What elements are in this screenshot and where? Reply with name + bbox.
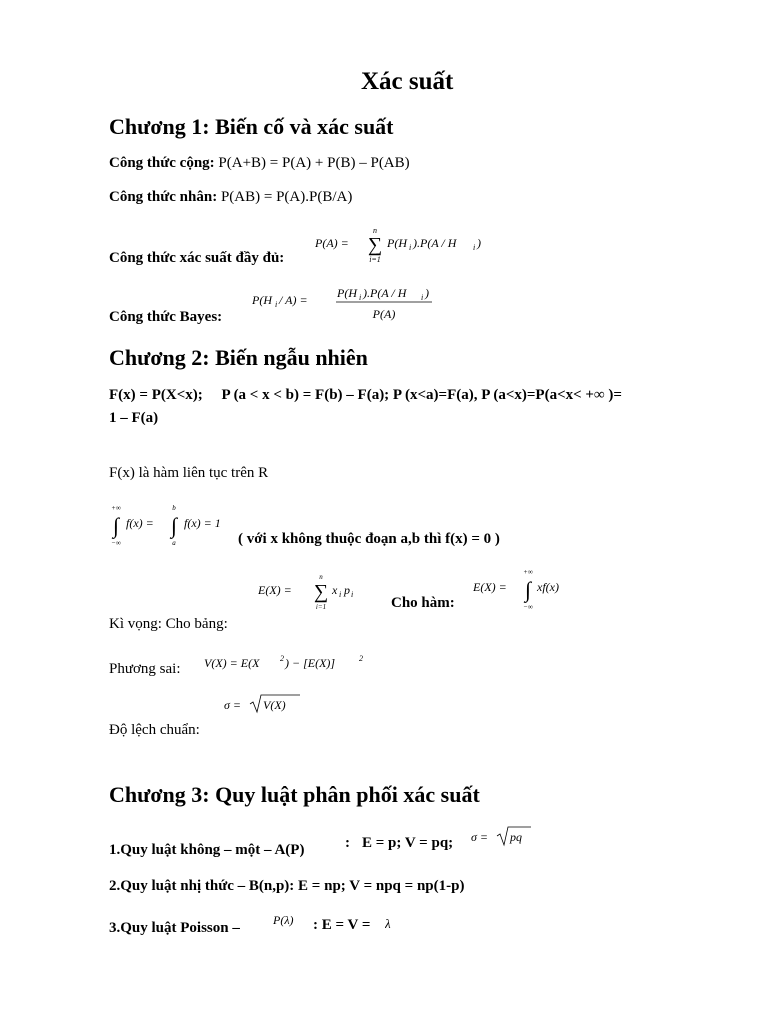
ex-discrete-term: x xyxy=(332,583,338,597)
integral-sign-2: ∫ xyxy=(170,513,178,538)
int-top-1: +∞ xyxy=(111,504,121,512)
ex-discrete-lhs: E(X) = xyxy=(258,583,292,597)
sum-bottom: i=1 xyxy=(369,255,381,264)
addition-rule-formula: P(A+B) = P(A) + P(B) – P(AB) xyxy=(218,155,410,171)
svg-text:i=1: i=1 xyxy=(315,603,327,611)
cdf-line-1: F(x) = P(X<x); P (a < x < b) = F(b) – F(a); P (x<a)=F(a), P (a<x)=P(a<x< +∞ )= xyxy=(109,387,622,403)
bayes-label: Công thức Bayes: xyxy=(109,309,223,325)
variance-formula xyxy=(204,650,374,676)
chapter-1-heading: Chương 1: Biến cố và xác suất xyxy=(109,114,394,139)
svg-text:2: 2 xyxy=(359,654,363,663)
integral-sign-3: ∫ xyxy=(524,577,532,602)
poisson-lambda xyxy=(385,913,401,935)
bernoulli-line xyxy=(109,842,304,859)
expectation-continuous-formula xyxy=(473,566,583,612)
svg-text:): ) xyxy=(477,236,481,250)
addition-rule xyxy=(109,155,410,172)
ex-discrete-term-2: p xyxy=(344,583,350,597)
integral-expr-2: f(x) = 1 xyxy=(184,516,221,530)
multiplication-rule-formula: P(AB) = P(A).P(B/A) xyxy=(220,189,353,205)
total-probability-label: Công thức xác suất đầy đủ: xyxy=(109,250,285,266)
svg-text:P(λ): P(λ) xyxy=(273,913,294,927)
total-rhs: P(H xyxy=(387,236,407,250)
density-note: ( với x không thuộc đoạn a,b thì f(x) = 0 ) xyxy=(238,531,500,547)
cho-ham-label: Cho hàm: xyxy=(391,595,455,611)
integral-expr: f(x) = xyxy=(126,516,154,530)
svg-text:i: i xyxy=(473,243,476,252)
integral-sign-1: ∫ xyxy=(112,513,120,538)
page-title: Xác suất xyxy=(361,68,454,95)
poisson-label: 3.Quy luật Poisson – xyxy=(109,920,240,936)
svg-text:i: i xyxy=(339,590,342,599)
chapter-2-heading: Chương 2: Biến ngẫu nhiên xyxy=(109,345,368,370)
variance-formula-2: ) − [E(X)] xyxy=(285,656,336,670)
bayes-formula xyxy=(252,282,442,324)
density-integral xyxy=(110,502,240,548)
svg-text:n: n xyxy=(319,573,323,581)
expectation-label: Kì vọng: Cho bảng: xyxy=(109,616,228,632)
bernoulli-sigma-lhs: σ = xyxy=(471,830,489,844)
svg-text:): ) xyxy=(425,286,429,300)
expectation-discrete-formula xyxy=(258,570,358,612)
bayes-numerator: P(H xyxy=(337,286,357,300)
svg-text:−∞: −∞ xyxy=(523,603,533,611)
sum-top: n xyxy=(373,226,377,235)
multiplication-rule xyxy=(109,189,352,206)
int-top-2: b xyxy=(172,504,176,512)
svg-text:+∞: +∞ xyxy=(523,568,533,576)
variance-formula-1: V(X) = E(X xyxy=(204,656,260,670)
bernoulli-sigma xyxy=(471,824,541,850)
sigma-lhs: σ = xyxy=(224,698,242,712)
ex-cont-term: xf(x) xyxy=(537,580,559,594)
svg-text:2: 2 xyxy=(280,654,284,663)
std-dev-label: Độ lệch chuẩn: xyxy=(109,722,200,738)
bernoulli-label: 1.Quy luật không – một – A(P) xyxy=(109,842,305,858)
bernoulli-root: pq xyxy=(510,830,522,844)
binomial-line xyxy=(109,878,464,895)
bayes-numerator-2: ).P(A / H xyxy=(363,286,407,300)
svg-text:i: i xyxy=(409,243,412,252)
svg-text:i: i xyxy=(421,293,424,302)
binomial-formula: E = np; V = npq = np(1-p) xyxy=(298,878,465,894)
sigma-formula xyxy=(224,692,314,718)
svg-text:λ: λ xyxy=(385,916,391,931)
bernoulli-colon: : xyxy=(345,835,350,851)
chapter-3-heading: Chương 3: Quy luật phân phối xác suất xyxy=(109,782,480,807)
bayes-lhs: P(H xyxy=(252,293,272,307)
multiplication-rule-label: Công thức nhân: xyxy=(109,189,218,205)
int-bot-2: a xyxy=(172,539,176,547)
addition-rule-label: Công thức cộng: xyxy=(109,155,215,171)
ex-cont-lhs: E(X) = xyxy=(473,580,507,594)
sum-symbol-2: ∑ xyxy=(313,581,329,603)
total-lhs: P(A) = xyxy=(315,236,349,250)
int-bot-1: −∞ xyxy=(111,539,121,547)
poisson-formula: : E = V = xyxy=(313,917,371,933)
cdf-line-2: 1 – F(a) xyxy=(109,410,159,426)
variance-label: Phương sai: xyxy=(109,661,181,677)
bayes-lhs-2: / A) = xyxy=(279,293,308,307)
binomial-label: 2.Quy luật nhị thức – B(n,p): xyxy=(109,878,295,894)
svg-text:i: i xyxy=(359,293,362,302)
bayes-denominator: P(A) xyxy=(372,307,396,321)
continuity-line: F(x) là hàm liên tục trên R xyxy=(109,465,269,481)
sum-symbol: ∑ xyxy=(367,234,383,256)
svg-text:i: i xyxy=(275,300,278,309)
total-rhs-2: ).P(A / H xyxy=(413,236,457,250)
bernoulli-formula: E = p; V = pq; xyxy=(362,835,454,851)
svg-text:i: i xyxy=(351,590,354,599)
total-probability-formula xyxy=(315,224,505,266)
poisson-symbol xyxy=(273,909,313,931)
sigma-root: V(X) xyxy=(263,698,286,712)
